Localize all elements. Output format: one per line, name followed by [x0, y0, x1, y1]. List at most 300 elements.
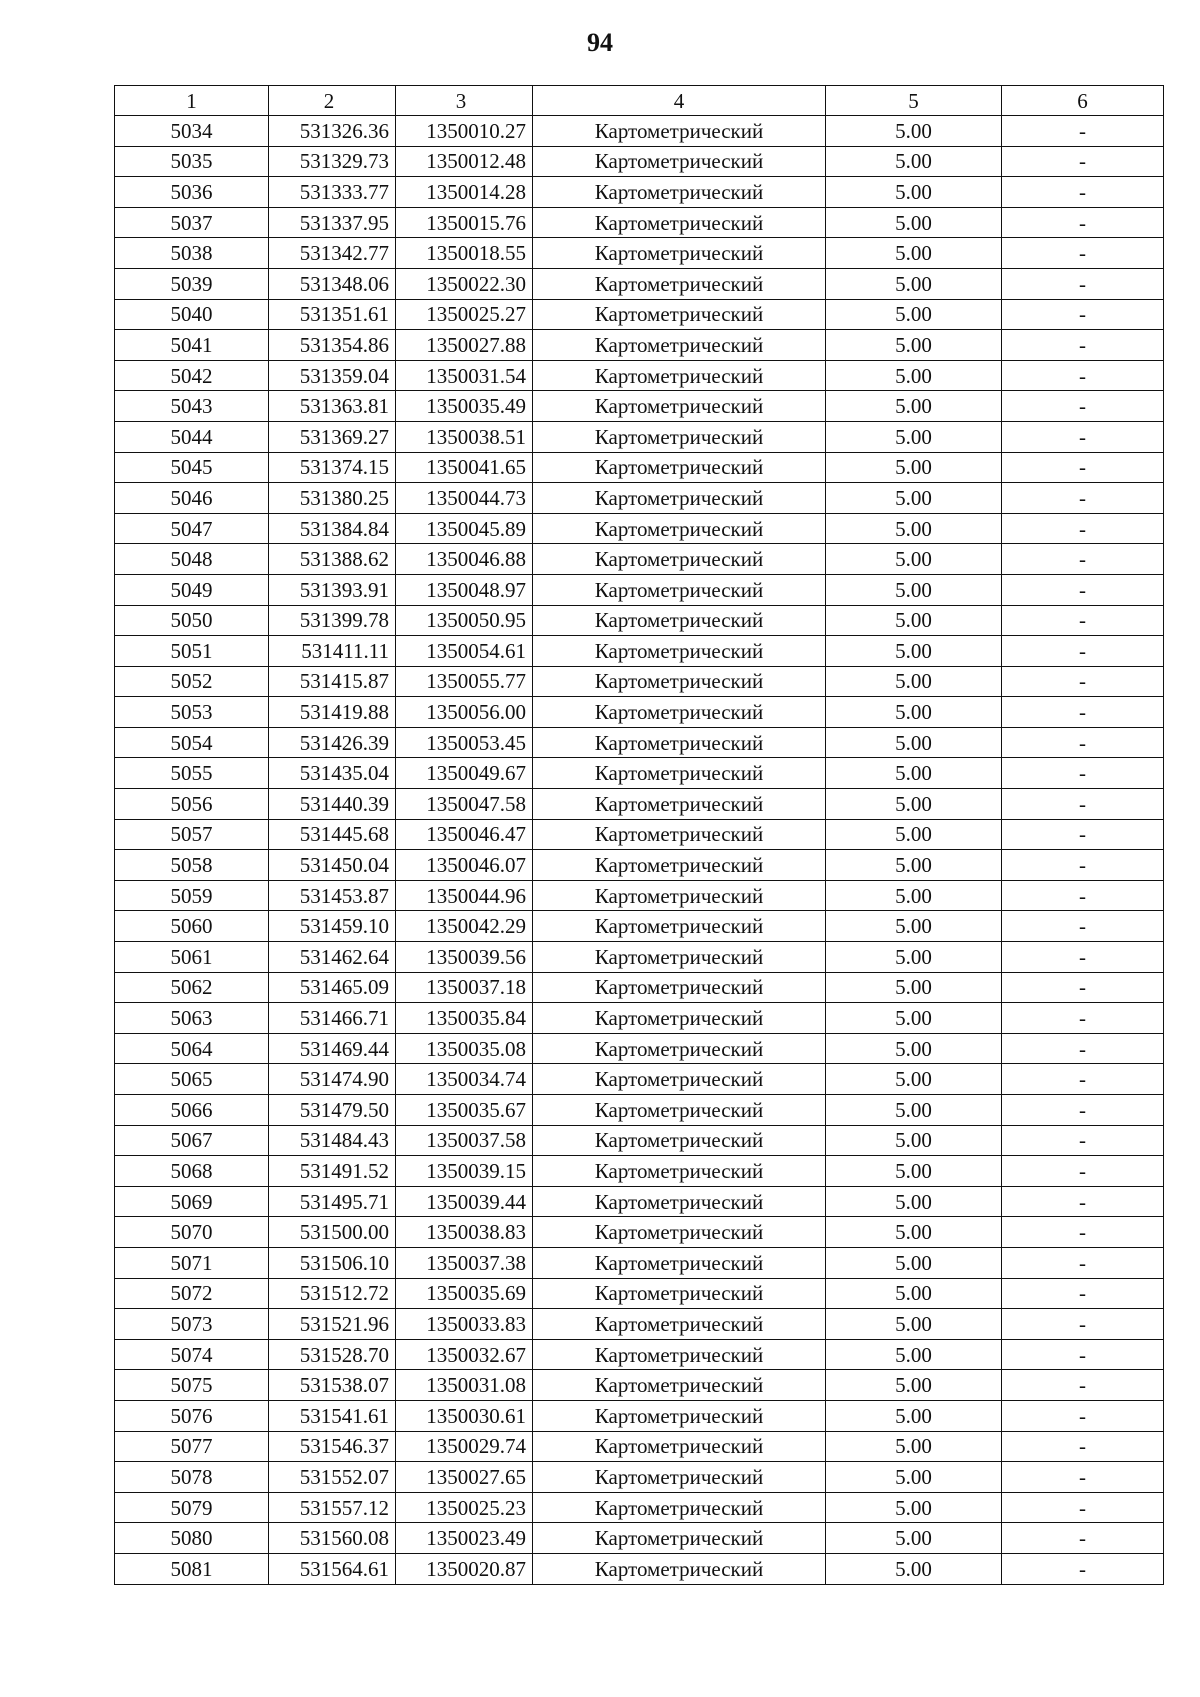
note-cell: - — [1002, 1033, 1164, 1064]
y-coordinate-cell: 1350044.96 — [396, 880, 533, 911]
x-coordinate-cell: 531384.84 — [269, 513, 396, 544]
x-coordinate-cell: 531411.11 — [269, 636, 396, 667]
x-coordinate-cell: 531465.09 — [269, 972, 396, 1003]
accuracy-cell: 5.00 — [826, 574, 1002, 605]
method-cell: Картометрический — [533, 1156, 826, 1187]
x-coordinate-cell: 531500.00 — [269, 1217, 396, 1248]
y-coordinate-cell: 1350035.69 — [396, 1278, 533, 1309]
note-cell: - — [1002, 666, 1164, 697]
point-number-cell: 5053 — [115, 697, 269, 728]
note-cell: - — [1002, 1247, 1164, 1278]
table-row — [115, 574, 1164, 605]
accuracy-cell: 5.00 — [826, 1217, 1002, 1248]
table-row — [115, 207, 1164, 238]
accuracy-cell: 5.00 — [826, 1370, 1002, 1401]
table-row — [115, 727, 1164, 758]
y-coordinate-cell: 1350046.88 — [396, 544, 533, 575]
table-row — [115, 1095, 1164, 1126]
method-cell: Картометрический — [533, 911, 826, 942]
note-cell: - — [1002, 1462, 1164, 1493]
note-cell: - — [1002, 789, 1164, 820]
x-coordinate-cell: 531354.86 — [269, 330, 396, 361]
table-row — [115, 238, 1164, 269]
method-cell: Картометрический — [533, 1033, 826, 1064]
y-coordinate-cell: 1350031.54 — [396, 360, 533, 391]
table-row — [115, 513, 1164, 544]
y-coordinate-cell: 1350014.28 — [396, 177, 533, 208]
point-number-cell: 5039 — [115, 268, 269, 299]
note-cell: - — [1002, 1523, 1164, 1554]
accuracy-cell: 5.00 — [826, 605, 1002, 636]
accuracy-cell: 5.00 — [826, 391, 1002, 422]
x-coordinate-cell: 531541.61 — [269, 1400, 396, 1431]
accuracy-cell: 5.00 — [826, 1247, 1002, 1278]
accuracy-cell: 5.00 — [826, 1186, 1002, 1217]
y-coordinate-cell: 1350034.74 — [396, 1064, 533, 1095]
y-coordinate-cell: 1350046.47 — [396, 819, 533, 850]
accuracy-cell: 5.00 — [826, 116, 1002, 147]
point-number-cell: 5063 — [115, 1003, 269, 1034]
method-cell: Картометрический — [533, 1064, 826, 1095]
accuracy-cell: 5.00 — [826, 1309, 1002, 1340]
x-coordinate-cell: 531506.10 — [269, 1247, 396, 1278]
accuracy-cell: 5.00 — [826, 299, 1002, 330]
x-coordinate-cell: 531560.08 — [269, 1523, 396, 1554]
y-coordinate-cell: 1350037.18 — [396, 972, 533, 1003]
note-cell: - — [1002, 360, 1164, 391]
point-number-cell: 5055 — [115, 758, 269, 789]
note-cell: - — [1002, 1370, 1164, 1401]
note-cell: - — [1002, 544, 1164, 575]
table-row — [115, 911, 1164, 942]
y-coordinate-cell: 1350022.30 — [396, 268, 533, 299]
accuracy-cell: 5.00 — [826, 1278, 1002, 1309]
x-coordinate-cell: 531564.61 — [269, 1553, 396, 1584]
method-cell: Картометрический — [533, 1400, 826, 1431]
note-cell: - — [1002, 1156, 1164, 1187]
note-cell: - — [1002, 421, 1164, 452]
x-coordinate-cell: 531469.44 — [269, 1033, 396, 1064]
point-number-cell: 5038 — [115, 238, 269, 269]
note-cell: - — [1002, 1064, 1164, 1095]
point-number-cell: 5040 — [115, 299, 269, 330]
table-row — [115, 1278, 1164, 1309]
y-coordinate-cell: 1350049.67 — [396, 758, 533, 789]
accuracy-cell: 5.00 — [826, 850, 1002, 881]
point-number-cell: 5057 — [115, 819, 269, 850]
y-coordinate-cell: 1350033.83 — [396, 1309, 533, 1340]
y-coordinate-cell: 1350053.45 — [396, 727, 533, 758]
point-number-cell: 5069 — [115, 1186, 269, 1217]
method-cell: Картометрический — [533, 727, 826, 758]
x-coordinate-cell: 531512.72 — [269, 1278, 396, 1309]
point-number-cell: 5058 — [115, 850, 269, 881]
note-cell: - — [1002, 268, 1164, 299]
method-cell: Картометрический — [533, 421, 826, 452]
table-row — [115, 1003, 1164, 1034]
y-coordinate-cell: 1350020.87 — [396, 1553, 533, 1584]
x-coordinate-cell: 531363.81 — [269, 391, 396, 422]
table-row — [115, 544, 1164, 575]
accuracy-cell: 5.00 — [826, 1003, 1002, 1034]
method-cell: Картометрический — [533, 697, 826, 728]
method-cell: Картометрический — [533, 238, 826, 269]
accuracy-cell: 5.00 — [826, 238, 1002, 269]
table-row — [115, 391, 1164, 422]
x-coordinate-cell: 531374.15 — [269, 452, 396, 483]
x-coordinate-cell: 531491.52 — [269, 1156, 396, 1187]
note-cell: - — [1002, 574, 1164, 605]
point-number-cell: 5043 — [115, 391, 269, 422]
table-row — [115, 636, 1164, 667]
note-cell: - — [1002, 330, 1164, 361]
point-number-cell: 5051 — [115, 636, 269, 667]
y-coordinate-cell: 1350042.29 — [396, 911, 533, 942]
method-cell: Картометрический — [533, 666, 826, 697]
method-cell: Картометрический — [533, 207, 826, 238]
note-cell: - — [1002, 177, 1164, 208]
note-cell: - — [1002, 1400, 1164, 1431]
y-coordinate-cell: 1350041.65 — [396, 452, 533, 483]
point-number-cell: 5041 — [115, 330, 269, 361]
accuracy-cell: 5.00 — [826, 880, 1002, 911]
note-cell: - — [1002, 1492, 1164, 1523]
column-header-1: 1 — [115, 86, 269, 116]
method-cell: Картометрический — [533, 1309, 826, 1340]
method-cell: Картометрический — [533, 789, 826, 820]
table-row — [115, 1523, 1164, 1554]
point-number-cell: 5080 — [115, 1523, 269, 1554]
method-cell: Картометрический — [533, 1370, 826, 1401]
x-coordinate-cell: 531462.64 — [269, 942, 396, 973]
note-cell: - — [1002, 1278, 1164, 1309]
method-cell: Картометрический — [533, 1523, 826, 1554]
accuracy-cell: 5.00 — [826, 452, 1002, 483]
point-number-cell: 5048 — [115, 544, 269, 575]
point-number-cell: 5078 — [115, 1462, 269, 1493]
table-row — [115, 1033, 1164, 1064]
note-cell: - — [1002, 1186, 1164, 1217]
note-cell: - — [1002, 1339, 1164, 1370]
accuracy-cell: 5.00 — [826, 1431, 1002, 1462]
method-cell: Картометрический — [533, 758, 826, 789]
x-coordinate-cell: 531333.77 — [269, 177, 396, 208]
note-cell: - — [1002, 146, 1164, 177]
accuracy-cell: 5.00 — [826, 421, 1002, 452]
x-coordinate-cell: 531445.68 — [269, 819, 396, 850]
point-number-cell: 5066 — [115, 1095, 269, 1126]
note-cell: - — [1002, 1431, 1164, 1462]
point-number-cell: 5074 — [115, 1339, 269, 1370]
note-cell: - — [1002, 513, 1164, 544]
accuracy-cell: 5.00 — [826, 758, 1002, 789]
table-row — [115, 850, 1164, 881]
y-coordinate-cell: 1350027.65 — [396, 1462, 533, 1493]
accuracy-cell: 5.00 — [826, 330, 1002, 361]
point-number-cell: 5034 — [115, 116, 269, 147]
accuracy-cell: 5.00 — [826, 942, 1002, 973]
accuracy-cell: 5.00 — [826, 483, 1002, 514]
method-cell: Картометрический — [533, 1217, 826, 1248]
y-coordinate-cell: 1350037.58 — [396, 1125, 533, 1156]
method-cell: Картометрический — [533, 177, 826, 208]
table-row — [115, 268, 1164, 299]
accuracy-cell: 5.00 — [826, 146, 1002, 177]
x-coordinate-cell: 531459.10 — [269, 911, 396, 942]
y-coordinate-cell: 1350030.61 — [396, 1400, 533, 1431]
point-number-cell: 5059 — [115, 880, 269, 911]
method-cell: Картометрический — [533, 1003, 826, 1034]
x-coordinate-cell: 531466.71 — [269, 1003, 396, 1034]
note-cell: - — [1002, 605, 1164, 636]
x-coordinate-cell: 531528.70 — [269, 1339, 396, 1370]
accuracy-cell: 5.00 — [826, 207, 1002, 238]
point-number-cell: 5075 — [115, 1370, 269, 1401]
table-row — [115, 1217, 1164, 1248]
table-row — [115, 330, 1164, 361]
accuracy-cell: 5.00 — [826, 360, 1002, 391]
method-cell: Картометрический — [533, 452, 826, 483]
note-cell: - — [1002, 207, 1164, 238]
y-coordinate-cell: 1350025.27 — [396, 299, 533, 330]
note-cell: - — [1002, 1309, 1164, 1340]
x-coordinate-cell: 531552.07 — [269, 1462, 396, 1493]
point-number-cell: 5061 — [115, 942, 269, 973]
table-row — [115, 1431, 1164, 1462]
table-row — [115, 1247, 1164, 1278]
y-coordinate-cell: 1350044.73 — [396, 483, 533, 514]
point-number-cell: 5062 — [115, 972, 269, 1003]
y-coordinate-cell: 1350039.56 — [396, 942, 533, 973]
column-header-4: 4 — [533, 86, 826, 116]
x-coordinate-cell: 531337.95 — [269, 207, 396, 238]
note-cell: - — [1002, 1095, 1164, 1126]
note-cell: - — [1002, 1125, 1164, 1156]
accuracy-cell: 5.00 — [826, 666, 1002, 697]
note-cell: - — [1002, 819, 1164, 850]
point-number-cell: 5060 — [115, 911, 269, 942]
accuracy-cell: 5.00 — [826, 819, 1002, 850]
method-cell: Картометрический — [533, 942, 826, 973]
x-coordinate-cell: 531435.04 — [269, 758, 396, 789]
accuracy-cell: 5.00 — [826, 1492, 1002, 1523]
table-row — [115, 1309, 1164, 1340]
point-number-cell: 5067 — [115, 1125, 269, 1156]
y-coordinate-cell: 1350035.67 — [396, 1095, 533, 1126]
point-number-cell: 5071 — [115, 1247, 269, 1278]
y-coordinate-cell: 1350023.49 — [396, 1523, 533, 1554]
point-number-cell: 5077 — [115, 1431, 269, 1462]
note-cell: - — [1002, 1217, 1164, 1248]
point-number-cell: 5045 — [115, 452, 269, 483]
accuracy-cell: 5.00 — [826, 1156, 1002, 1187]
x-coordinate-cell: 531359.04 — [269, 360, 396, 391]
table-row — [115, 360, 1164, 391]
y-coordinate-cell: 1350039.44 — [396, 1186, 533, 1217]
y-coordinate-cell: 1350048.97 — [396, 574, 533, 605]
note-cell: - — [1002, 1553, 1164, 1584]
table-row — [115, 146, 1164, 177]
accuracy-cell: 5.00 — [826, 636, 1002, 667]
point-number-cell: 5049 — [115, 574, 269, 605]
accuracy-cell: 5.00 — [826, 544, 1002, 575]
method-cell: Картометрический — [533, 330, 826, 361]
table-row — [115, 819, 1164, 850]
table-row — [115, 116, 1164, 147]
accuracy-cell: 5.00 — [826, 177, 1002, 208]
y-coordinate-cell: 1350035.49 — [396, 391, 533, 422]
accuracy-cell: 5.00 — [826, 268, 1002, 299]
y-coordinate-cell: 1350029.74 — [396, 1431, 533, 1462]
table-row — [115, 1400, 1164, 1431]
method-cell: Картометрический — [533, 819, 826, 850]
table-row — [115, 697, 1164, 728]
method-cell: Картометрический — [533, 574, 826, 605]
method-cell: Картометрический — [533, 1186, 826, 1217]
point-number-cell: 5037 — [115, 207, 269, 238]
y-coordinate-cell: 1350035.84 — [396, 1003, 533, 1034]
point-number-cell: 5052 — [115, 666, 269, 697]
method-cell: Картометрический — [533, 1553, 826, 1584]
note-cell: - — [1002, 636, 1164, 667]
method-cell: Картометрический — [533, 1492, 826, 1523]
x-coordinate-cell: 531388.62 — [269, 544, 396, 575]
accuracy-cell: 5.00 — [826, 972, 1002, 1003]
method-cell: Картометрический — [533, 513, 826, 544]
x-coordinate-cell: 531348.06 — [269, 268, 396, 299]
method-cell: Картометрический — [533, 391, 826, 422]
accuracy-cell: 5.00 — [826, 1553, 1002, 1584]
y-coordinate-cell: 1350012.48 — [396, 146, 533, 177]
x-coordinate-cell: 531393.91 — [269, 574, 396, 605]
method-cell: Картометрический — [533, 299, 826, 330]
column-header-3: 3 — [396, 86, 533, 116]
note-cell: - — [1002, 299, 1164, 330]
table-row — [115, 177, 1164, 208]
y-coordinate-cell: 1350038.83 — [396, 1217, 533, 1248]
method-cell: Картометрический — [533, 605, 826, 636]
x-coordinate-cell: 531450.04 — [269, 850, 396, 881]
method-cell: Картометрический — [533, 116, 826, 147]
y-coordinate-cell: 1350027.88 — [396, 330, 533, 361]
table-row — [115, 942, 1164, 973]
method-cell: Картометрический — [533, 1431, 826, 1462]
accuracy-cell: 5.00 — [826, 1400, 1002, 1431]
column-header-2: 2 — [269, 86, 396, 116]
x-coordinate-cell: 531329.73 — [269, 146, 396, 177]
table-row — [115, 1339, 1164, 1370]
x-coordinate-cell: 531484.43 — [269, 1125, 396, 1156]
x-coordinate-cell: 531369.27 — [269, 421, 396, 452]
column-header-5: 5 — [826, 86, 1002, 116]
method-cell: Картометрический — [533, 146, 826, 177]
method-cell: Картометрический — [533, 1095, 826, 1126]
point-number-cell: 5073 — [115, 1309, 269, 1340]
x-coordinate-cell: 531474.90 — [269, 1064, 396, 1095]
y-coordinate-cell: 1350055.77 — [396, 666, 533, 697]
y-coordinate-cell: 1350050.95 — [396, 605, 533, 636]
note-cell: - — [1002, 452, 1164, 483]
note-cell: - — [1002, 697, 1164, 728]
method-cell: Картометрический — [533, 268, 826, 299]
x-coordinate-cell: 531538.07 — [269, 1370, 396, 1401]
y-coordinate-cell: 1350046.07 — [396, 850, 533, 881]
table-body — [115, 116, 1164, 1585]
table-row — [115, 1064, 1164, 1095]
note-cell: - — [1002, 727, 1164, 758]
x-coordinate-cell: 531342.77 — [269, 238, 396, 269]
table-row — [115, 1553, 1164, 1584]
note-cell: - — [1002, 238, 1164, 269]
method-cell: Картометрический — [533, 1339, 826, 1370]
point-number-cell: 5072 — [115, 1278, 269, 1309]
accuracy-cell: 5.00 — [826, 697, 1002, 728]
accuracy-cell: 5.00 — [826, 1125, 1002, 1156]
x-coordinate-cell: 531479.50 — [269, 1095, 396, 1126]
accuracy-cell: 5.00 — [826, 1523, 1002, 1554]
table-row — [115, 605, 1164, 636]
method-cell: Картометрический — [533, 1125, 826, 1156]
x-coordinate-cell: 531415.87 — [269, 666, 396, 697]
point-number-cell: 5068 — [115, 1156, 269, 1187]
point-number-cell: 5047 — [115, 513, 269, 544]
table-row — [115, 299, 1164, 330]
x-coordinate-cell: 531453.87 — [269, 880, 396, 911]
y-coordinate-cell: 1350039.15 — [396, 1156, 533, 1187]
table-row — [115, 483, 1164, 514]
y-coordinate-cell: 1350018.55 — [396, 238, 533, 269]
x-coordinate-cell: 531380.25 — [269, 483, 396, 514]
y-coordinate-cell: 1350047.58 — [396, 789, 533, 820]
table-row — [115, 452, 1164, 483]
point-number-cell: 5076 — [115, 1400, 269, 1431]
table-row — [115, 1186, 1164, 1217]
x-coordinate-cell: 531426.39 — [269, 727, 396, 758]
point-number-cell: 5064 — [115, 1033, 269, 1064]
y-coordinate-cell: 1350056.00 — [396, 697, 533, 728]
x-coordinate-cell: 531521.96 — [269, 1309, 396, 1340]
table-row — [115, 758, 1164, 789]
x-coordinate-cell: 531419.88 — [269, 697, 396, 728]
note-cell: - — [1002, 391, 1164, 422]
method-cell: Картометрический — [533, 850, 826, 881]
point-number-cell: 5036 — [115, 177, 269, 208]
table-header-row — [115, 86, 1164, 116]
method-cell: Картометрический — [533, 1462, 826, 1493]
table-row — [115, 880, 1164, 911]
accuracy-cell: 5.00 — [826, 1095, 1002, 1126]
table-row — [115, 1125, 1164, 1156]
accuracy-cell: 5.00 — [826, 1339, 1002, 1370]
note-cell: - — [1002, 972, 1164, 1003]
y-coordinate-cell: 1350037.38 — [396, 1247, 533, 1278]
point-number-cell: 5070 — [115, 1217, 269, 1248]
x-coordinate-cell: 531546.37 — [269, 1431, 396, 1462]
x-coordinate-cell: 531399.78 — [269, 605, 396, 636]
y-coordinate-cell: 1350054.61 — [396, 636, 533, 667]
accuracy-cell: 5.00 — [826, 1462, 1002, 1493]
accuracy-cell: 5.00 — [826, 727, 1002, 758]
note-cell: - — [1002, 116, 1164, 147]
x-coordinate-cell: 531326.36 — [269, 116, 396, 147]
accuracy-cell: 5.00 — [826, 1033, 1002, 1064]
note-cell: - — [1002, 758, 1164, 789]
point-number-cell: 5079 — [115, 1492, 269, 1523]
y-coordinate-cell: 1350025.23 — [396, 1492, 533, 1523]
note-cell: - — [1002, 483, 1164, 514]
accuracy-cell: 5.00 — [826, 789, 1002, 820]
point-number-cell: 5042 — [115, 360, 269, 391]
